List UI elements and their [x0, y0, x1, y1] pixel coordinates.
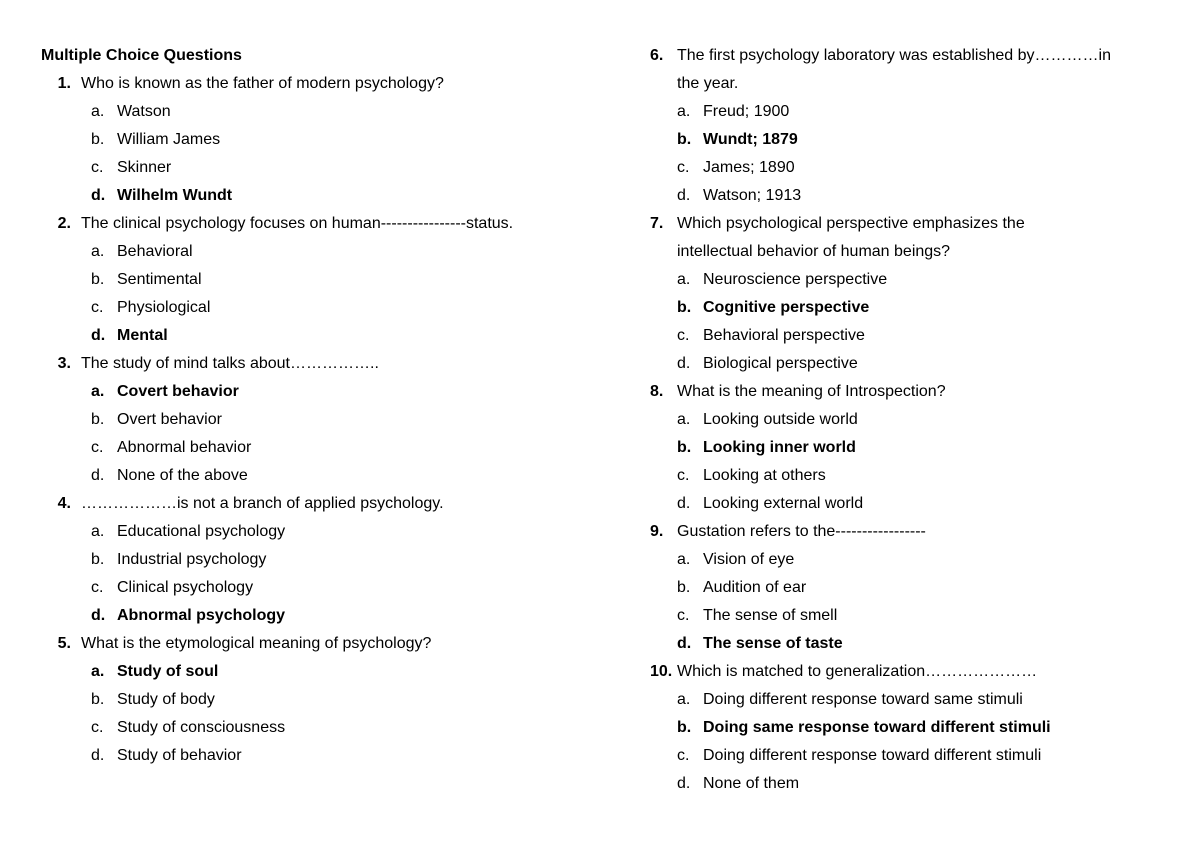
answer-option-correct	[41, 658, 581, 686]
question-line	[31, 210, 581, 238]
question-item	[650, 42, 1170, 210]
option-letter: a.	[677, 551, 691, 568]
question-text: What is the meaning of Introspection?	[677, 383, 946, 400]
answer-option	[41, 686, 581, 714]
answer-option	[650, 742, 1170, 770]
option-text: Vision of eye	[703, 551, 795, 568]
question-number: 7.	[650, 215, 664, 232]
option-letter: b.	[91, 271, 105, 288]
question-item	[650, 210, 1170, 378]
option-letter: c.	[91, 719, 104, 736]
answer-option	[650, 406, 1170, 434]
option-text: Abnormal psychology	[117, 607, 286, 624]
option-text: Looking outside world	[703, 411, 858, 428]
question-line	[650, 210, 1170, 238]
option-letter: b.	[91, 411, 105, 428]
question-item	[41, 350, 581, 490]
question-text: The first psychology laboratory was established by…………in	[677, 47, 1111, 64]
option-text: Watson; 1913	[703, 187, 802, 204]
question-number: 3.	[57, 355, 71, 372]
option-text: The sense of smell	[703, 607, 838, 624]
answer-option	[41, 742, 581, 770]
option-letter: a.	[91, 663, 105, 680]
answer-option	[650, 154, 1170, 182]
question-text: Which psychological perspective emphasizes the	[677, 215, 1025, 232]
option-letter: d.	[91, 747, 105, 764]
option-text: Overt behavior	[117, 411, 222, 428]
answer-option	[41, 714, 581, 742]
answer-option	[41, 98, 581, 126]
question-item	[41, 210, 581, 350]
option-text: Cognitive perspective	[703, 299, 870, 316]
option-letter: b.	[677, 579, 691, 596]
question-number: 10.	[650, 663, 673, 680]
option-letter: d.	[91, 327, 106, 344]
option-text: The sense of taste	[703, 635, 843, 652]
option-letter: d.	[677, 495, 691, 512]
answer-option-correct	[650, 434, 1170, 462]
question-text: What is the etymological meaning of psychology?	[81, 635, 432, 652]
question-line	[31, 630, 581, 658]
option-text: Study of consciousness	[117, 719, 286, 736]
option-letter: c.	[91, 299, 104, 316]
option-letter: a.	[677, 271, 691, 288]
option-text: Physiological	[117, 299, 211, 316]
answer-option	[41, 518, 581, 546]
answer-option-correct	[650, 630, 1170, 658]
option-letter: c.	[677, 607, 690, 624]
question-line	[650, 42, 1170, 70]
question-item	[650, 378, 1170, 518]
answer-option	[41, 574, 581, 602]
option-letter: c.	[91, 159, 104, 176]
answer-option	[650, 490, 1170, 518]
answer-option-correct	[41, 322, 581, 350]
answer-option	[650, 770, 1170, 798]
answer-option	[650, 266, 1170, 294]
option-text: Covert behavior	[117, 383, 239, 400]
answer-option	[650, 322, 1170, 350]
option-letter: c.	[677, 747, 690, 764]
option-text: Doing different response toward different stimuli	[703, 747, 1042, 764]
answer-option	[41, 238, 581, 266]
option-text: Study of behavior	[117, 747, 242, 764]
option-letter: a.	[677, 103, 691, 120]
option-letter: d.	[677, 635, 692, 652]
option-text: Wundt; 1879	[703, 131, 798, 148]
question-text-continued: the year.	[677, 75, 739, 92]
option-letter: b.	[91, 131, 105, 148]
option-letter: b.	[677, 299, 692, 316]
option-letter: a.	[91, 383, 105, 400]
question-line	[650, 658, 1170, 686]
answer-option	[650, 574, 1170, 602]
option-text: Doing different response toward same stimuli	[703, 691, 1023, 708]
answer-option	[41, 406, 581, 434]
question-number: 5.	[57, 635, 71, 652]
answer-option-correct	[650, 294, 1170, 322]
answer-option	[650, 686, 1170, 714]
option-letter: c.	[91, 439, 104, 456]
answer-option-correct	[41, 378, 581, 406]
question-text: Which is matched to generalization…………………	[677, 663, 1038, 680]
answer-option	[41, 294, 581, 322]
question-line	[650, 378, 1170, 406]
question-number: 6.	[650, 47, 664, 64]
option-text: Neuroscience perspective	[703, 271, 888, 288]
option-text: Study of body	[117, 691, 215, 708]
answer-option-correct	[41, 602, 581, 630]
option-text: Behavioral	[117, 243, 193, 260]
option-text: Looking external world	[703, 495, 864, 512]
answer-option	[650, 182, 1170, 210]
answer-option	[41, 126, 581, 154]
option-text: Clinical psychology	[117, 579, 254, 596]
option-text: Looking inner world	[703, 439, 856, 456]
question-line	[31, 70, 581, 98]
answer-option	[41, 462, 581, 490]
option-letter: d.	[677, 775, 691, 792]
option-letter: d.	[677, 187, 691, 204]
question-text: Gustation refers to the-----------------	[677, 523, 926, 540]
answer-option-correct	[650, 714, 1170, 742]
question-text: The clinical psychology focuses on human----------------status.	[81, 215, 514, 232]
question-list-left	[41, 70, 581, 770]
question-item	[41, 490, 581, 630]
option-text: Industrial psychology	[117, 551, 267, 568]
option-letter: c.	[91, 579, 104, 596]
option-letter: c.	[677, 467, 690, 484]
option-letter: d.	[91, 187, 106, 204]
question-text-continued: intellectual behavior of human beings?	[677, 243, 951, 260]
question-item	[41, 630, 581, 770]
option-text: Abnormal behavior	[117, 439, 252, 456]
option-text: William James	[117, 131, 221, 148]
option-text: None of them	[703, 775, 800, 792]
page-heading: Multiple Choice Questions	[41, 47, 242, 64]
question-number: 4.	[57, 495, 71, 512]
option-text: Educational psychology	[117, 523, 286, 540]
option-text: Behavioral perspective	[703, 327, 865, 344]
option-letter: c.	[677, 159, 690, 176]
question-text: Who is known as the father of modern psychology?	[81, 75, 444, 92]
option-text: James; 1890	[703, 159, 795, 176]
left-column	[41, 42, 581, 770]
option-text: None of the above	[117, 467, 248, 484]
option-text: Biological perspective	[703, 355, 858, 372]
option-letter: a.	[677, 691, 691, 708]
option-letter: b.	[677, 719, 692, 736]
option-text: Watson	[117, 103, 171, 120]
option-text: Study of soul	[117, 663, 219, 680]
answer-option	[41, 434, 581, 462]
question-item	[41, 70, 581, 210]
answer-option-correct	[41, 182, 581, 210]
option-letter: a.	[91, 523, 105, 540]
question-number: 2.	[57, 215, 71, 232]
question-text: The study of mind talks about……………..	[81, 355, 379, 372]
answer-option	[650, 602, 1170, 630]
option-text: Skinner	[117, 159, 172, 176]
question-number: 8.	[650, 383, 664, 400]
answer-option	[650, 546, 1170, 574]
answer-option	[41, 546, 581, 574]
answer-option-correct	[650, 126, 1170, 154]
option-letter: a.	[91, 103, 105, 120]
question-item	[650, 658, 1170, 798]
answer-option	[650, 462, 1170, 490]
question-text: ………………is not a branch of applied psychology.	[81, 495, 444, 512]
option-text: Freud; 1900	[703, 103, 790, 120]
question-item	[650, 518, 1170, 658]
option-text: Looking at others	[703, 467, 826, 484]
option-letter: a.	[677, 411, 691, 428]
question-line	[650, 518, 1170, 546]
question-number: 1.	[57, 75, 71, 92]
option-letter: d.	[91, 467, 105, 484]
right-column	[650, 42, 1170, 798]
option-letter: a.	[91, 243, 105, 260]
option-letter: b.	[91, 691, 105, 708]
option-text: Mental	[117, 327, 168, 344]
option-letter: d.	[91, 607, 106, 624]
question-number: 9.	[650, 523, 664, 540]
option-letter: d.	[677, 355, 691, 372]
question-list-right	[650, 42, 1170, 798]
answer-option	[650, 98, 1170, 126]
option-text: Doing same response toward different stimuli	[703, 719, 1051, 736]
option-text: Sentimental	[117, 271, 202, 288]
question-line	[31, 490, 581, 518]
option-letter: b.	[91, 551, 105, 568]
question-line	[31, 350, 581, 378]
option-text: Wilhelm Wundt	[117, 187, 233, 204]
option-letter: c.	[677, 327, 690, 344]
option-letter: b.	[677, 131, 692, 148]
answer-option	[41, 154, 581, 182]
answer-option	[650, 350, 1170, 378]
option-text: Audition of ear	[703, 579, 807, 596]
answer-option	[41, 266, 581, 294]
option-letter: b.	[677, 439, 692, 456]
